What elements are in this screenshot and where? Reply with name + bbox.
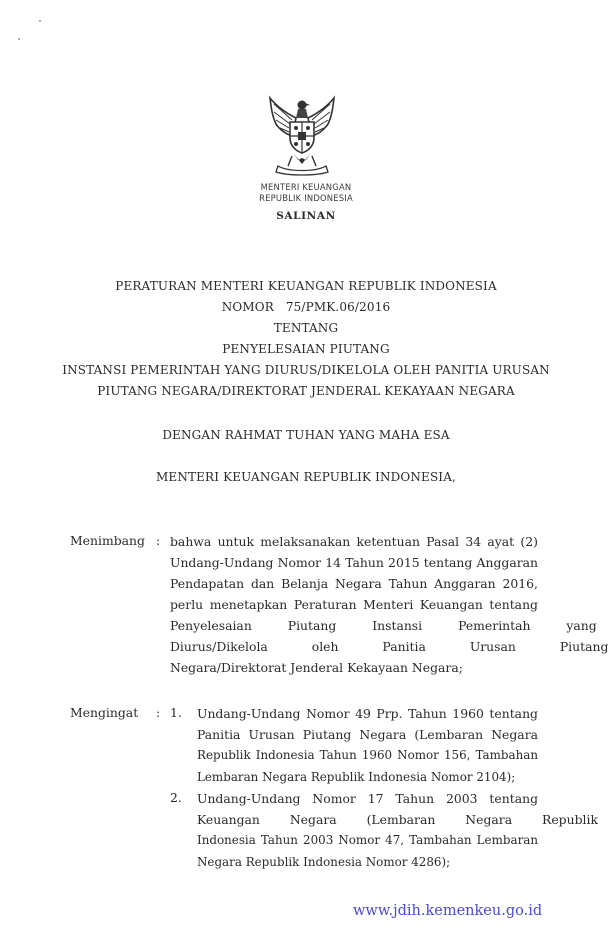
mengingat-line xyxy=(197,809,598,830)
preamble-grace: DENGAN RAHMAT TUHAN YANG MAHA ESA xyxy=(162,428,450,442)
preamble-minister: MENTERI KEUANGAN REPUBLIK INDONESIA, xyxy=(156,470,456,484)
mengingat-label: Mengingat xyxy=(70,705,139,720)
text-segment: perlu menetapkan Peraturan Menteri Keuangan tentang xyxy=(170,597,538,612)
text-segment: Panitia Urusan Piutang Negara (Lembaran Negara xyxy=(197,727,538,742)
jdih-website-link[interactable]: www.jdih.kemenkeu.go.id xyxy=(353,903,543,919)
menimbang-line xyxy=(170,615,597,636)
mengingat-item-number: 2. xyxy=(170,790,182,805)
text-segment: Indonesia Tahun 2003 Nomor 47, Tambahan Lembaran xyxy=(197,833,538,847)
mengingat-line xyxy=(197,788,538,809)
text-segment: bahwa untuk melaksanakan ketentuan Pasal 34 ayat (2) xyxy=(170,534,538,549)
menimbang-line xyxy=(170,657,538,678)
text-segment: Republik Indonesia Tahun 1960 Nomor 156, Tambahan xyxy=(197,748,538,762)
menimbang-line xyxy=(170,573,538,594)
regulation-title: PERATURAN MENTERI KEUANGAN REPUBLIK INDONESIA xyxy=(115,279,497,293)
ministry-line-2: REPUBLIK INDONESIA xyxy=(259,193,353,203)
mengingat-line xyxy=(197,766,538,787)
text-segment: Undang-Undang Nomor 17 Tahun 2003 tentang xyxy=(197,791,538,806)
ministry-line-1: MENTERI KEUANGAN xyxy=(260,182,352,192)
text-segment: Undang-Undang Nomor 14 Tahun 2015 tentang Anggaran xyxy=(170,555,538,570)
text-segment: Keuangan Negara (Lembaran Negara Republik xyxy=(197,812,598,827)
regulation-subject-3: PIUTANG NEGARA/DIREKTORAT JENDERAL KEKAYAAN NEGARA xyxy=(97,384,515,398)
text-segment: Lembaran Negara Republik Indonesia Nomor 2104); xyxy=(197,770,516,784)
menimbang-line xyxy=(170,552,538,573)
mengingat-colon: : xyxy=(156,705,161,720)
text-segment: Negara Republik Indonesia Nomor 4286); xyxy=(197,855,451,869)
menimbang-line xyxy=(170,594,538,615)
mengingat-line xyxy=(197,703,538,724)
mengingat-line xyxy=(197,851,538,872)
scan-speck xyxy=(39,20,41,22)
text-segment: Pendapatan dan Belanja Negara Tahun Anggaran 2016, xyxy=(170,576,538,591)
mengingat-item-number: 1. xyxy=(170,705,182,720)
garuda-emblem-icon xyxy=(262,96,342,176)
menimbang-colon: : xyxy=(156,533,161,548)
text-segment: Diurus/Dikelola oleh Panitia Urusan Piutang xyxy=(170,639,609,654)
regulation-subject-2: INSTANSI PEMERINTAH YANG DIURUS/DIKELOLA OLEH PANITIA URUSAN xyxy=(62,363,550,377)
text-segment: Penyelesaian Piutang Instansi Pemerintah yang xyxy=(170,618,597,633)
text-segment: Negara/Direktorat Jenderal Kekayaan Negara; xyxy=(170,660,463,675)
mengingat-line xyxy=(197,830,538,851)
menimbang-label: Menimbang xyxy=(70,533,145,548)
salinan-label: SALINAN xyxy=(276,210,336,222)
scan-speck xyxy=(18,38,20,40)
text-segment: Undang-Undang Nomor 49 Prp. Tahun 1960 tentang xyxy=(197,706,538,721)
regulation-tentang: TENTANG xyxy=(273,321,339,335)
menimbang-line xyxy=(170,531,538,552)
regulation-number: NOMOR 75/PMK.06/2016 xyxy=(221,300,391,314)
mengingat-line xyxy=(197,724,538,745)
mengingat-line xyxy=(197,745,538,766)
regulation-subject-1: PENYELESAIAN PIUTANG xyxy=(222,342,390,356)
menimbang-line xyxy=(170,636,609,657)
